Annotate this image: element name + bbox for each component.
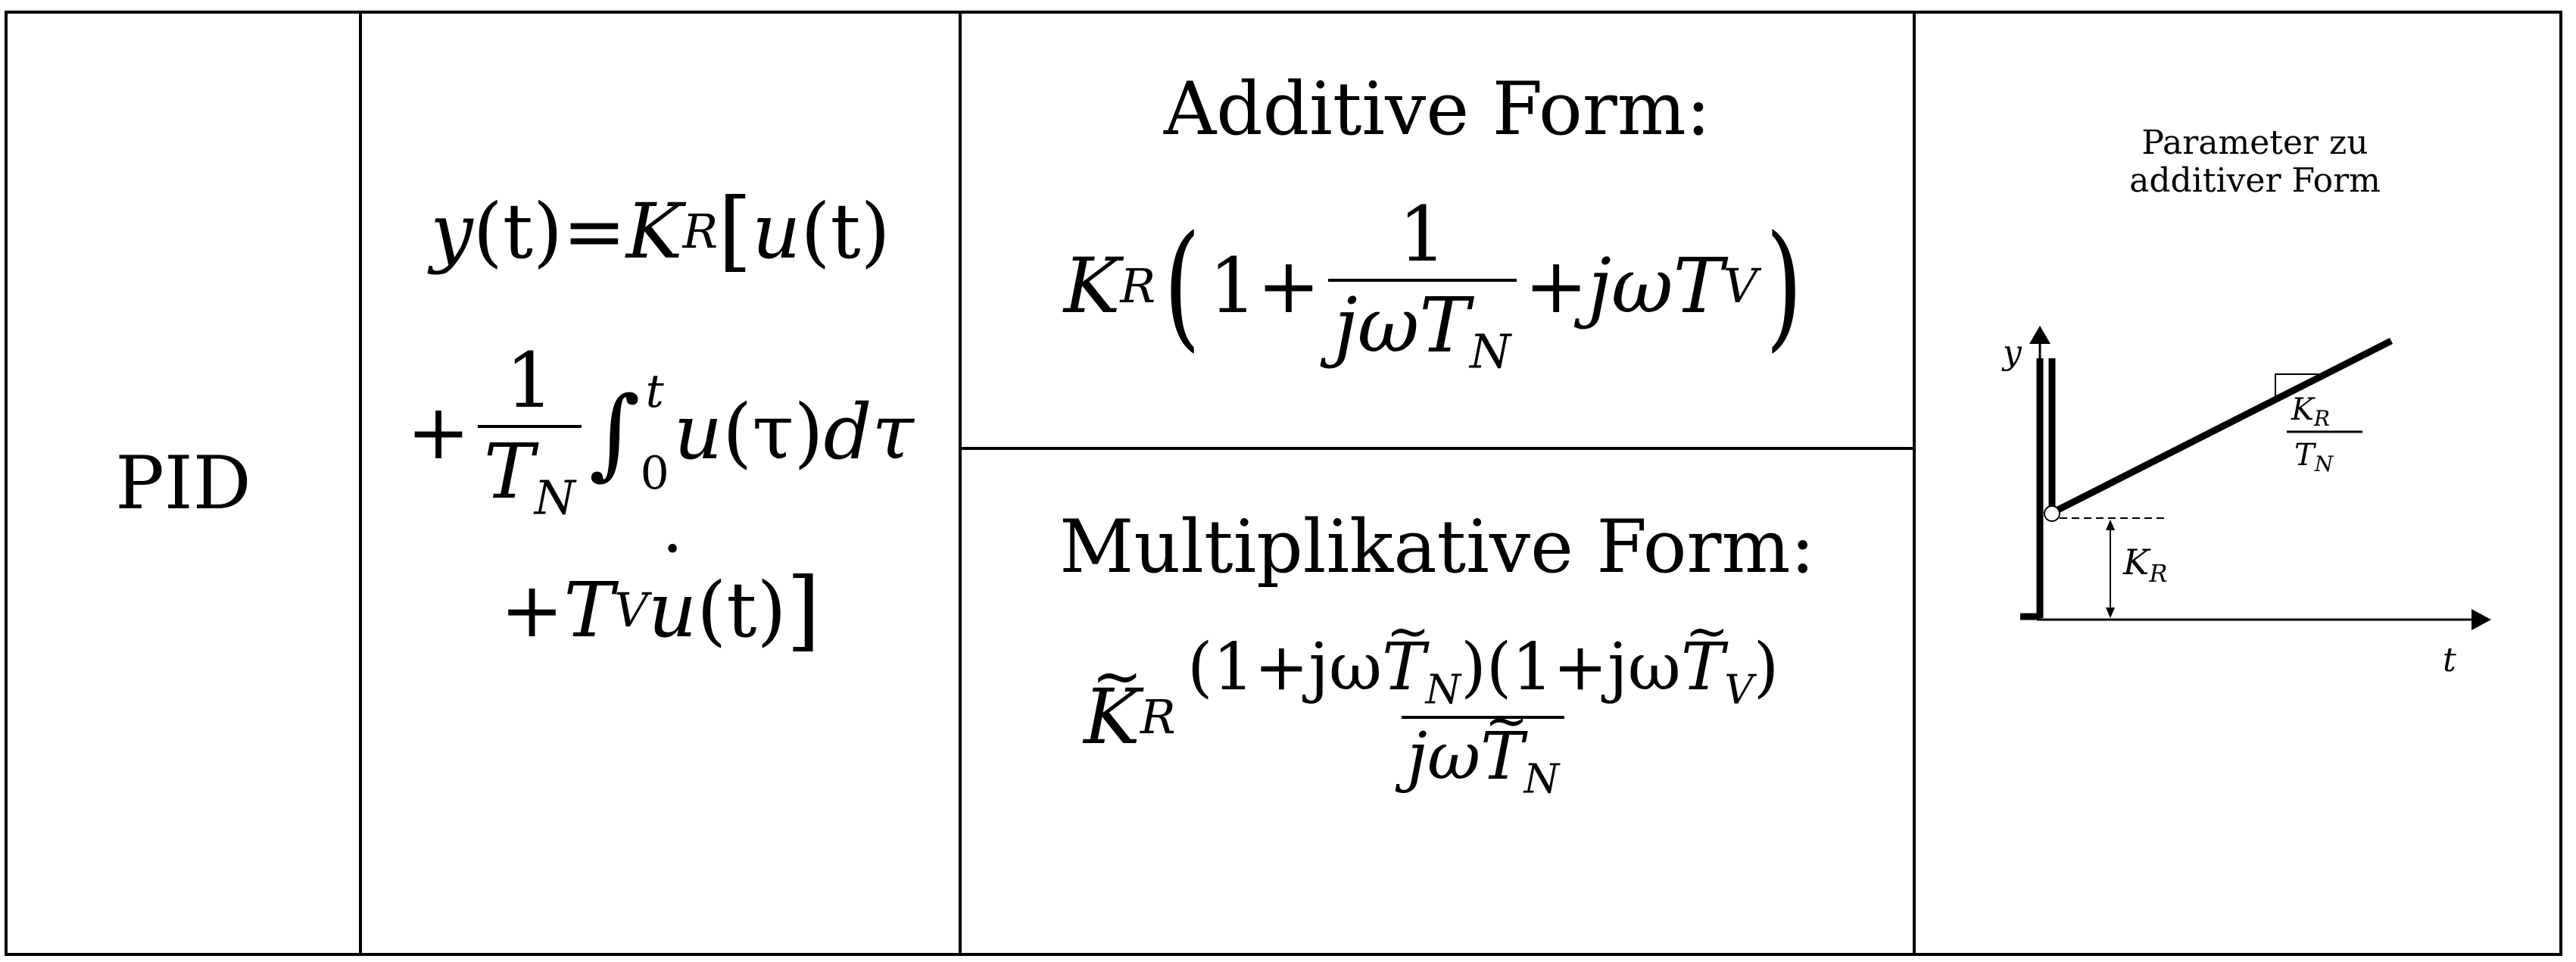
multiplicative-num-b-sub: V — [1724, 666, 1754, 714]
equation-gain-sub: R — [682, 203, 719, 259]
equation-udot: ˙ u — [648, 573, 697, 648]
additive-left-paren: ( — [1163, 206, 1201, 365]
multiplicative-form-cell — [962, 450, 1913, 953]
additive-gain: K — [1063, 241, 1121, 330]
additive-frac-den: jωT — [1333, 281, 1470, 370]
additive-one: 1 — [1208, 241, 1257, 330]
multiplicative-gain: ~ K — [1084, 679, 1140, 755]
ramp-start-marker — [2044, 506, 2060, 521]
equation-tv: T — [563, 566, 615, 655]
equation-line-2 — [407, 336, 914, 526]
multiplicative-den-t: ~ T — [1480, 724, 1523, 789]
additive-frac-num: 1 — [1398, 190, 1447, 279]
additive-plus-1: + — [1256, 241, 1321, 330]
t-axis-label: t — [2443, 641, 2456, 679]
multiplicative-num-a-t: ~ T — [1382, 635, 1425, 700]
equation-integral-sign: ∫ — [588, 374, 641, 490]
multiplicative-gain-sub: R — [1140, 689, 1176, 745]
multiplicative-fraction — [1182, 629, 1784, 803]
equation-gain: K — [625, 186, 683, 276]
equation-integral-upper: t — [645, 364, 664, 418]
additive-form-formula — [1063, 190, 1811, 379]
equation-frac-den: T — [483, 427, 535, 516]
equation-integral-lower: 0 — [640, 446, 669, 500]
ramp-line — [2054, 341, 2391, 512]
diagram-caption-line-2: additiver Form — [2129, 161, 2381, 200]
slope-denominator: $T_N$ — [2294, 438, 2334, 476]
step-response-diagram — [1916, 14, 2559, 953]
equation-integrand-arg: (τ) — [722, 387, 824, 476]
multiplicative-num-b: (1+jω — [1486, 629, 1681, 705]
kr-label: $K_R$ — [2123, 542, 2168, 588]
equation-plus-1: + — [407, 387, 470, 476]
additive-derivative-term: jωT — [1588, 241, 1724, 330]
equation-udot-arg: (t) — [697, 566, 787, 655]
diagram-caption-line-1: Parameter zu — [2141, 123, 2369, 162]
equation-integral-fraction — [478, 336, 582, 526]
equation-plus-2: + — [500, 566, 564, 655]
equation-tv-sub: V — [614, 583, 648, 639]
y-axis-label: y — [2003, 333, 2022, 372]
controller-type-cell — [8, 14, 359, 953]
multiplicative-form-formula — [1084, 629, 1791, 803]
multiplicative-form-heading: Multiplikative Form: — [1059, 504, 1815, 589]
equation-close-bracket: ] — [786, 559, 821, 661]
additive-form-heading: Additive Form: — [1163, 67, 1711, 151]
y-axis-arrow-icon — [2029, 326, 2051, 344]
multiplicative-num-b-close: ) — [1753, 629, 1779, 705]
equation-line-3 — [500, 559, 821, 661]
equation-open-bracket: [ — [718, 180, 753, 282]
kr-arrow-down-icon — [2106, 607, 2115, 618]
time-domain-equation-cell — [362, 14, 959, 953]
equation-y: y — [430, 186, 473, 276]
equation-integrand: u — [673, 387, 723, 476]
multiplicative-num-a-close: ) — [1461, 629, 1486, 705]
multiplicative-den-sub: N — [1523, 755, 1560, 803]
slope-numerator: $K_R$ — [2291, 392, 2330, 431]
additive-fraction — [1328, 190, 1517, 379]
additive-frac-den-sub: N — [1470, 323, 1511, 379]
additive-gain-sub: R — [1120, 258, 1156, 314]
controller-type-label: PID — [115, 441, 251, 526]
equation-u: u — [752, 186, 801, 276]
multiplicative-num-a-sub: N — [1425, 666, 1461, 714]
additive-form-cell — [962, 14, 1913, 447]
kr-arrow-up-icon — [2106, 520, 2115, 530]
equation-differential: dτ — [823, 387, 914, 476]
additive-plus-2: + — [1524, 241, 1589, 330]
multiplicative-den: jω — [1407, 718, 1481, 795]
equation-u-arg: (t) — [800, 186, 890, 276]
multiplicative-num-b-t: ~ T — [1681, 635, 1724, 700]
equation-y-arg: (t) — [472, 186, 563, 276]
multiplicative-num-a: (1+jω — [1187, 629, 1383, 705]
additive-derivative-sub: V — [1723, 258, 1758, 314]
equation-equals: = — [563, 186, 626, 276]
additive-right-paren: ) — [1765, 206, 1803, 365]
equation-line-1 — [430, 180, 890, 282]
equation-frac-num: 1 — [505, 336, 554, 425]
equation-frac-den-sub: N — [534, 470, 575, 526]
t-axis-arrow-icon — [2472, 609, 2491, 630]
diagram-cell — [1916, 14, 2559, 953]
